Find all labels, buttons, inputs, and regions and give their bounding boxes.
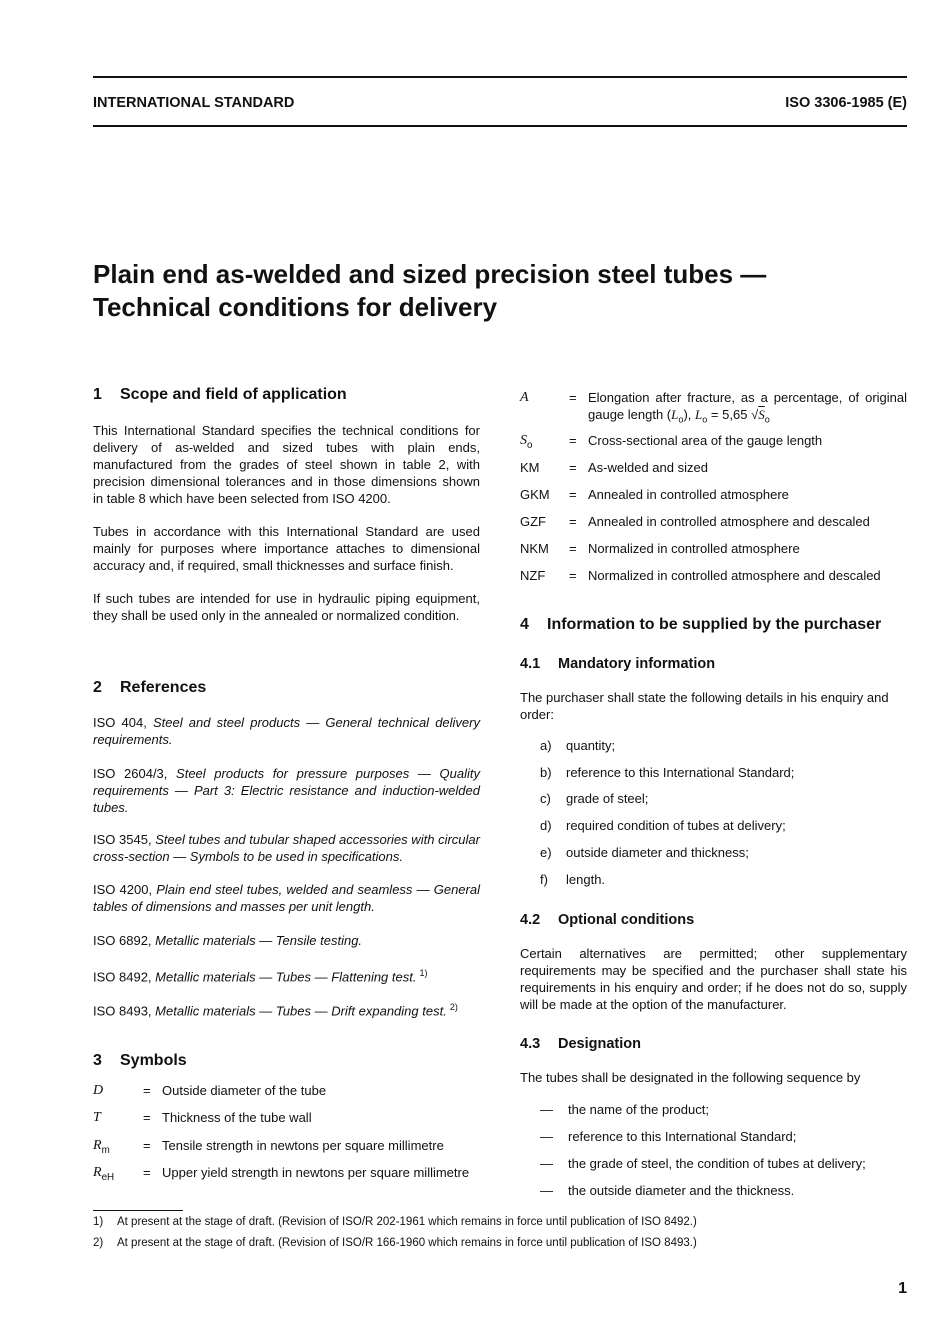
symbol-row-GZF: GZF = Annealed in controlled atmosphere and descaled xyxy=(520,514,870,529)
reference-iso-8493: ISO 8493, Metallic materials — Tubes — Drift expanding test. $^{2)}$ xyxy=(93,1002,458,1019)
document-title xyxy=(93,258,913,324)
header-left: INTERNATIONAL STANDARD xyxy=(93,95,295,111)
symbol-row-ReH: $R_{eH}$ = Upper yield strength in newtons per square millimetre xyxy=(93,1165,470,1183)
header-rule-top xyxy=(93,76,907,78)
symbol-row-So: $S_o$ = Cross-sectional area of the gauge length xyxy=(520,433,823,451)
reference-iso-2604-3: ISO 2604/3, Steel products for pressure purposes — Quality requirements — Part 3: Electric resistance and induction-welded tubes. xyxy=(93,766,480,815)
title-line-1: Plain end as-welded and sized precision steel tubes — xyxy=(93,259,767,289)
reference-iso-404: ISO 404, Steel and steel products — General technical delivery requirements. xyxy=(93,715,480,747)
header-rule-bottom xyxy=(93,125,907,127)
section-3-heading: 3 Symbols xyxy=(93,1052,187,1069)
symbol-row-NKM: NKM = Normalized in controlled atmosphere xyxy=(520,541,800,556)
section-2-heading: 2 References xyxy=(93,679,207,696)
section-4-2-heading: 4.2 Optional conditions xyxy=(520,912,695,928)
title-line-2: Technical conditions for delivery xyxy=(93,292,498,322)
section-1-para-2: Tubes in accordance with this International Standard are used mainly for purposes where importance attaches to dimensional accuracy and, if required, small thicknesses and surface finish. xyxy=(93,524,480,573)
symbol-row-A: A = Elongation after fracture, as a percentage, of original gauge length $(L_o)$, $L_o = 5,65$ $√S_o$ xyxy=(520,390,907,425)
symbol-row-NZF: NZF = Normalized in controlled atmosphere and descaled xyxy=(520,568,881,583)
section-4-2-text: Certain alternatives are permitted; other supplementary requirements may be specified and the purchaser shall state his requirements in his enquiry and order; if he does not do so, supply will be made at the option of the manufacturer. xyxy=(520,946,907,1012)
footnote-2: 2) At present at the stage of draft. (Revision of ISO/R 166-1960 which remains in force until publication of ISO 8493.) xyxy=(93,1237,697,1249)
symbol-row-D: D = Outside diameter of the tube xyxy=(93,1083,327,1098)
section-4-3-heading: 4.3 Designation xyxy=(520,1036,641,1052)
section-4-1-intro: The purchaser shall state the following details in his enquiry and order: xyxy=(520,690,889,722)
symbol-row-Rm: $R_m$ = Tensile strength in newtons per square millimetre xyxy=(93,1138,444,1156)
page-number: 1 xyxy=(898,1280,907,1297)
reference-iso-8492: ISO 8492, Metallic materials — Tubes — Flattening test. $^{1)}$ xyxy=(93,968,428,985)
footnote-ref-2[interactable]: 2) xyxy=(449,1002,458,1012)
symbol-row-GKM: GKM = Annealed in controlled atmosphere xyxy=(520,487,789,502)
symbol-row-KM: KM = As-welded and sized xyxy=(520,460,708,475)
section-1-heading: 1 Scope and field of application xyxy=(93,386,347,403)
header-right: ISO 3306-1985 (E) xyxy=(785,95,907,111)
footnote-1: 1) At present at the stage of draft. (Revision of ISO/R 202-1961 which remains in force until publication of ISO 8492.) xyxy=(93,1216,697,1228)
section-1-para-1: This International Standard specifies the technical conditions for delivery of as-welded and sized tubes with plain ends, manufactured from the grades of steel shown in table 2, with precision dimensional tolerances and in those dimensions shown in table 8 which have been selected from ISO 4200. xyxy=(93,423,480,506)
footnote-separator xyxy=(93,1210,183,1211)
footnote-ref-1[interactable]: 1) xyxy=(419,968,428,978)
section-4-3-intro: The tubes shall be designated in the following sequence by xyxy=(520,1070,861,1085)
symbol-row-T: T = Thickness of the tube wall xyxy=(93,1110,312,1125)
reference-iso-4200: ISO 4200, Plain end steel tubes, welded and seamless — General tables of dimensions and masses per unit length. xyxy=(93,882,480,914)
section-1-para-3: If such tubes are intended for use in hydraulic piping equipment, they shall be used only in the annealed or normalized condition. xyxy=(93,591,480,623)
reference-iso-3545: ISO 3545, Steel tubes and tubular shaped accessories with circular cross-section — Symbols to be used in specifications. xyxy=(93,832,480,864)
section-4-1-heading: 4.1 Mandatory information xyxy=(520,656,716,672)
reference-iso-6892: ISO 6892, Metallic materials — Tensile testing. xyxy=(93,933,363,948)
section-4-heading: 4 Information to be supplied by the purchaser xyxy=(520,616,882,633)
